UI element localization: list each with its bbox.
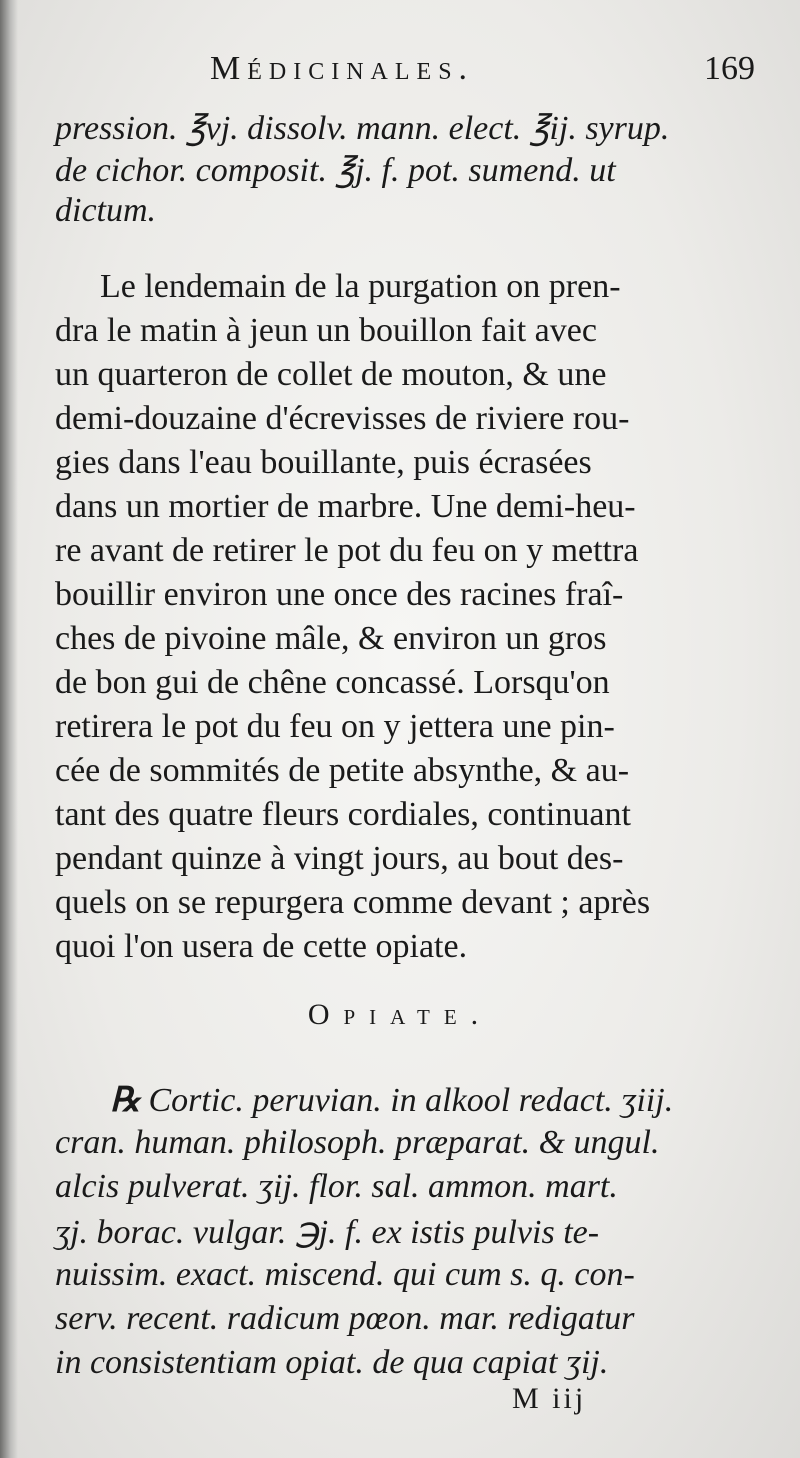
recipe-line: serv. recent. radicum pœon. mar. redigatur xyxy=(55,1300,635,1337)
recipe-line-text: Cortic. peruvian. in alkool redact. ʒiij. xyxy=(148,1082,674,1119)
recipe-line: in consistentiam opiat. de qua capiat ʒij. xyxy=(55,1344,609,1381)
recipe-line: alcis pulverat. ʒij. flor. sal. ammon. mart. xyxy=(55,1168,618,1205)
paragraph-line: Le lendemain de la purgation on pren- xyxy=(100,268,621,305)
paragraph-line: ches de pivoine mâle, & environ un gros xyxy=(55,620,607,657)
paragraph-line: retirera le pot du feu on y jettera une pin- xyxy=(55,708,615,745)
paragraph-line: dra le matin à jeun un bouillon fait avec xyxy=(55,312,597,349)
prescription-line: pression. ℥vj. dissolv. mann. elect. ℥ij. syrup. xyxy=(55,110,670,147)
recipe-line: ʒj. borac. vulgar. ℈j. f. ex istis pulvis te- xyxy=(55,1214,600,1251)
recipe-line: nuissim. exact. miscend. qui cum s. q. con- xyxy=(55,1256,635,1293)
paragraph-line: de bon gui de chêne concassé. Lorsqu'on xyxy=(55,664,610,701)
paragraph-line: cée de sommités de petite absynthe, & au- xyxy=(55,752,630,789)
paragraph-line: dans un mortier de marbre. Une demi-heu- xyxy=(55,488,636,525)
page-header xyxy=(210,50,755,100)
paragraph-line: un quarteron de collet de mouton, & une xyxy=(55,356,607,393)
prescription-line: de cichor. composit. ℥j. f. pot. sumend. ut xyxy=(55,152,616,189)
prescription-line: dictum. xyxy=(55,192,157,229)
recipe-symbol: ℞ xyxy=(110,1082,141,1119)
paragraph-line: quoi l'on usera de cette opiate. xyxy=(55,928,468,965)
page-number: 169 xyxy=(704,50,755,87)
paragraph-line: tant des quatre fleurs cordiales, continuant xyxy=(55,796,631,833)
paragraph-line: gies dans l'eau bouillante, puis écrasées xyxy=(55,444,592,481)
recipe-line: cran. human. philosoph. præparat. & ungul. xyxy=(55,1124,660,1161)
running-title: Médicinales. xyxy=(210,50,475,87)
section-heading: Opiate. xyxy=(307,998,493,1031)
paragraph-line: re avant de retirer le pot du feu on y mettra xyxy=(55,532,639,569)
recipe-line xyxy=(110,1080,750,1120)
signature-mark: M iij xyxy=(512,1382,587,1415)
paragraph-line: demi-douzaine d'écrevisses de riviere rou- xyxy=(55,400,630,437)
paragraph-line: quels on se repurgera comme devant ; après xyxy=(55,884,651,921)
paragraph-line: bouillir environ une once des racines fraî- xyxy=(55,576,624,613)
paragraph-line: pendant quinze à vingt jours, au bout des- xyxy=(55,840,624,877)
